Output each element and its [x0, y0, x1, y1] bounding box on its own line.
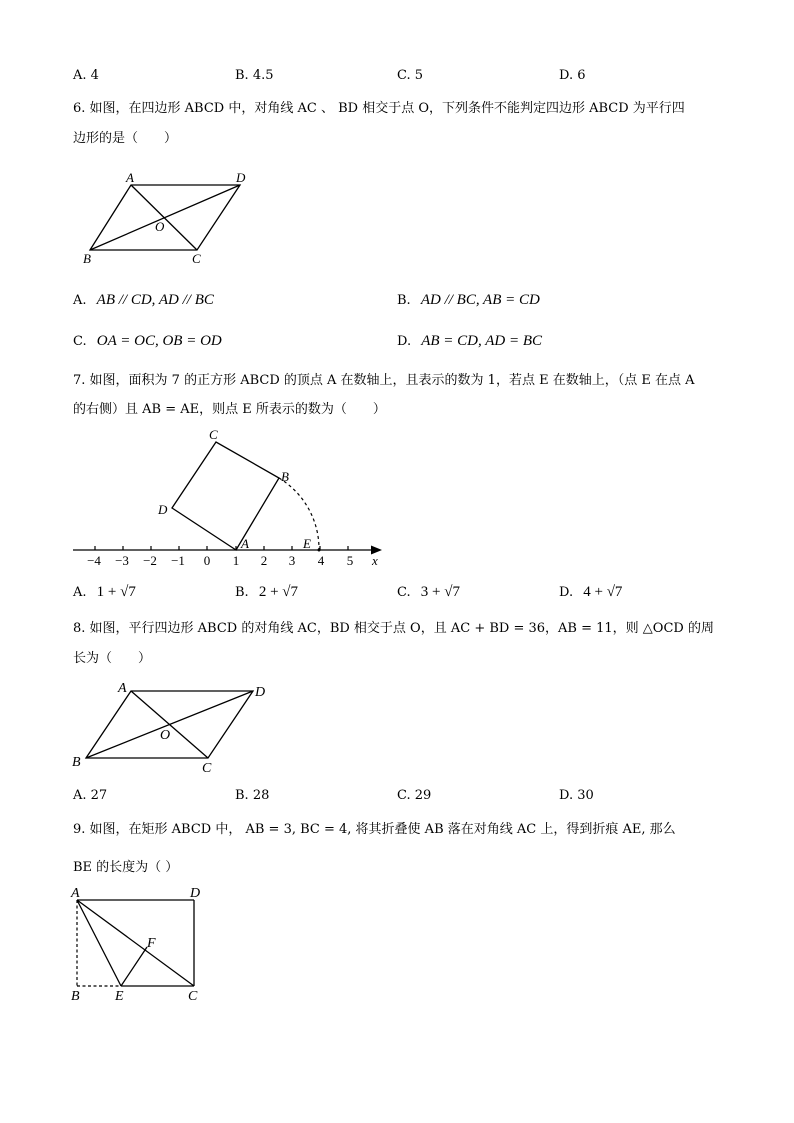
q5-option-d: D. 6 — [559, 68, 586, 83]
q6-option-c — [73, 333, 222, 350]
q7-option-b-label: B. — [235, 585, 249, 600]
q7-tick-label: −4 — [87, 553, 101, 568]
q8-option-a: A. 27 — [73, 788, 108, 803]
q6-option-d-label: D. — [397, 334, 412, 349]
q9-label-b: B — [71, 989, 80, 1004]
q9-label-e: E — [115, 989, 124, 1004]
q6-option-d — [397, 333, 542, 350]
q7-option-b — [235, 584, 298, 601]
q7-label-c: C — [209, 427, 218, 442]
q7-label-e: E — [303, 536, 311, 551]
q7-tick-label: −1 — [171, 553, 185, 568]
q7-option-c — [397, 584, 460, 601]
q7-axis-label: x — [372, 553, 378, 568]
q9-text-line2: BE 的长度为（ ） — [73, 860, 179, 875]
q7-tick-label: 1 — [232, 553, 240, 568]
q7-option-d-label: D. — [559, 585, 574, 600]
q9-fold-ae — [77, 900, 121, 986]
q7-tick-label: 2 — [260, 553, 268, 568]
q8-option-b: B. 28 — [235, 788, 270, 803]
q7-option-c-text: 3 + √7 — [420, 584, 460, 600]
q6-option-d-text: AB = CD, AD = BC — [421, 333, 543, 349]
q7-option-d — [559, 584, 622, 601]
q7-option-c-label: C. — [397, 585, 411, 600]
q9-segment-ef — [121, 947, 147, 986]
q9-diagonal-ac — [77, 900, 194, 986]
q7-tick-label: 4 — [317, 553, 325, 568]
q7-option-a-text: 1 + √7 — [96, 584, 136, 600]
q8-label-c: C — [202, 761, 212, 776]
q6-label-a: A — [126, 170, 134, 185]
q7-label-d: D — [158, 502, 168, 517]
q9-label-c: C — [188, 989, 198, 1004]
q6-label-b: B — [83, 251, 91, 266]
q5-option-a: A. 4 — [73, 68, 99, 83]
q6-label-o: O — [155, 219, 165, 234]
q9-label-d: D — [190, 886, 201, 901]
q6-option-a — [73, 292, 214, 309]
q7-arc — [279, 478, 319, 550]
q8-text-line1: 8. 如图，平行四边形 ABCD 的对角线 AC，BD 相交于点 O，且 AC + BD = 36，AB = 11，则 △OCD 的周 — [73, 621, 714, 636]
q6-option-a-label: A. — [73, 293, 87, 308]
q8-figure — [70, 677, 280, 777]
q7-figure — [70, 425, 390, 575]
q7-square — [172, 442, 279, 550]
q5-option-b: B. 4.5 — [235, 68, 274, 83]
q7-label-b: B — [281, 469, 289, 484]
q8-option-c: C. 29 — [397, 788, 432, 803]
q6-label-c: C — [192, 251, 201, 266]
q6-diagonal-bd — [90, 185, 240, 250]
q8-label-b: B — [72, 755, 81, 770]
q5-option-c: C. 5 — [397, 68, 424, 83]
q7-option-b-text: 2 + √7 — [258, 584, 299, 600]
q6-figure — [80, 170, 260, 270]
q6-option-c-label: C. — [73, 334, 87, 349]
q7-text-line1: 7. 如图，面积为 7 的正方形 ABCD 的顶点 A 在数轴上，且表示的数为 1，若点 E 在数轴上，（点 E 在点 A — [73, 373, 695, 388]
q8-option-d: D. 30 — [559, 788, 594, 803]
q8-label-o: O — [160, 728, 171, 743]
q6-option-b-text: AD // BC, AB = CD — [420, 292, 540, 308]
q7-label-a: A — [241, 536, 249, 551]
q8-text-line2: 长为（ ） — [73, 651, 152, 666]
q9-figure — [65, 880, 215, 1005]
q7-point-e — [318, 549, 321, 552]
q9-text-line1: 9. 如图，在矩形 ABCD 中， AB = 3, BC = 4, 将其折叠使 AB 落在对角线 AC 上，得到折痕 AE, 那么 — [73, 822, 676, 837]
q7-tick-label: 5 — [346, 553, 354, 568]
q6-option-b — [397, 292, 540, 309]
q8-diagonal-bd — [86, 691, 253, 758]
q7-tick-label: −3 — [115, 553, 129, 568]
q7-text-line2: 的右侧）且 AB = AE，则点 E 所表示的数为（ ） — [73, 402, 386, 417]
q6-option-b-label: B. — [397, 293, 411, 308]
q6-option-c-text: OA = OC, OB = OD — [96, 333, 222, 349]
q7-option-a — [73, 584, 136, 601]
q6-text-line1: 6. 如图，在四边形 ABCD 中，对角线 AC 、 BD 相交于点 O，下列条件不能判定四边形 ABCD 为平行四 — [73, 101, 685, 116]
q6-option-a-text: AB // CD, AD // BC — [96, 292, 214, 308]
q7-tick-label: 3 — [288, 553, 296, 568]
q9-label-a: A — [71, 886, 80, 901]
q6-label-d: D — [236, 170, 246, 185]
q9-label-f: F — [147, 936, 156, 951]
q8-label-d: D — [255, 685, 266, 700]
q7-tick-label: −2 — [143, 553, 157, 568]
q7-option-d-text: 4 + √7 — [583, 584, 623, 600]
q7-tick-label: 0 — [203, 553, 211, 568]
q8-label-a: A — [118, 681, 127, 696]
q7-option-a-label: A. — [73, 585, 87, 600]
q6-text-line2: 边形的是（ ） — [73, 131, 178, 146]
